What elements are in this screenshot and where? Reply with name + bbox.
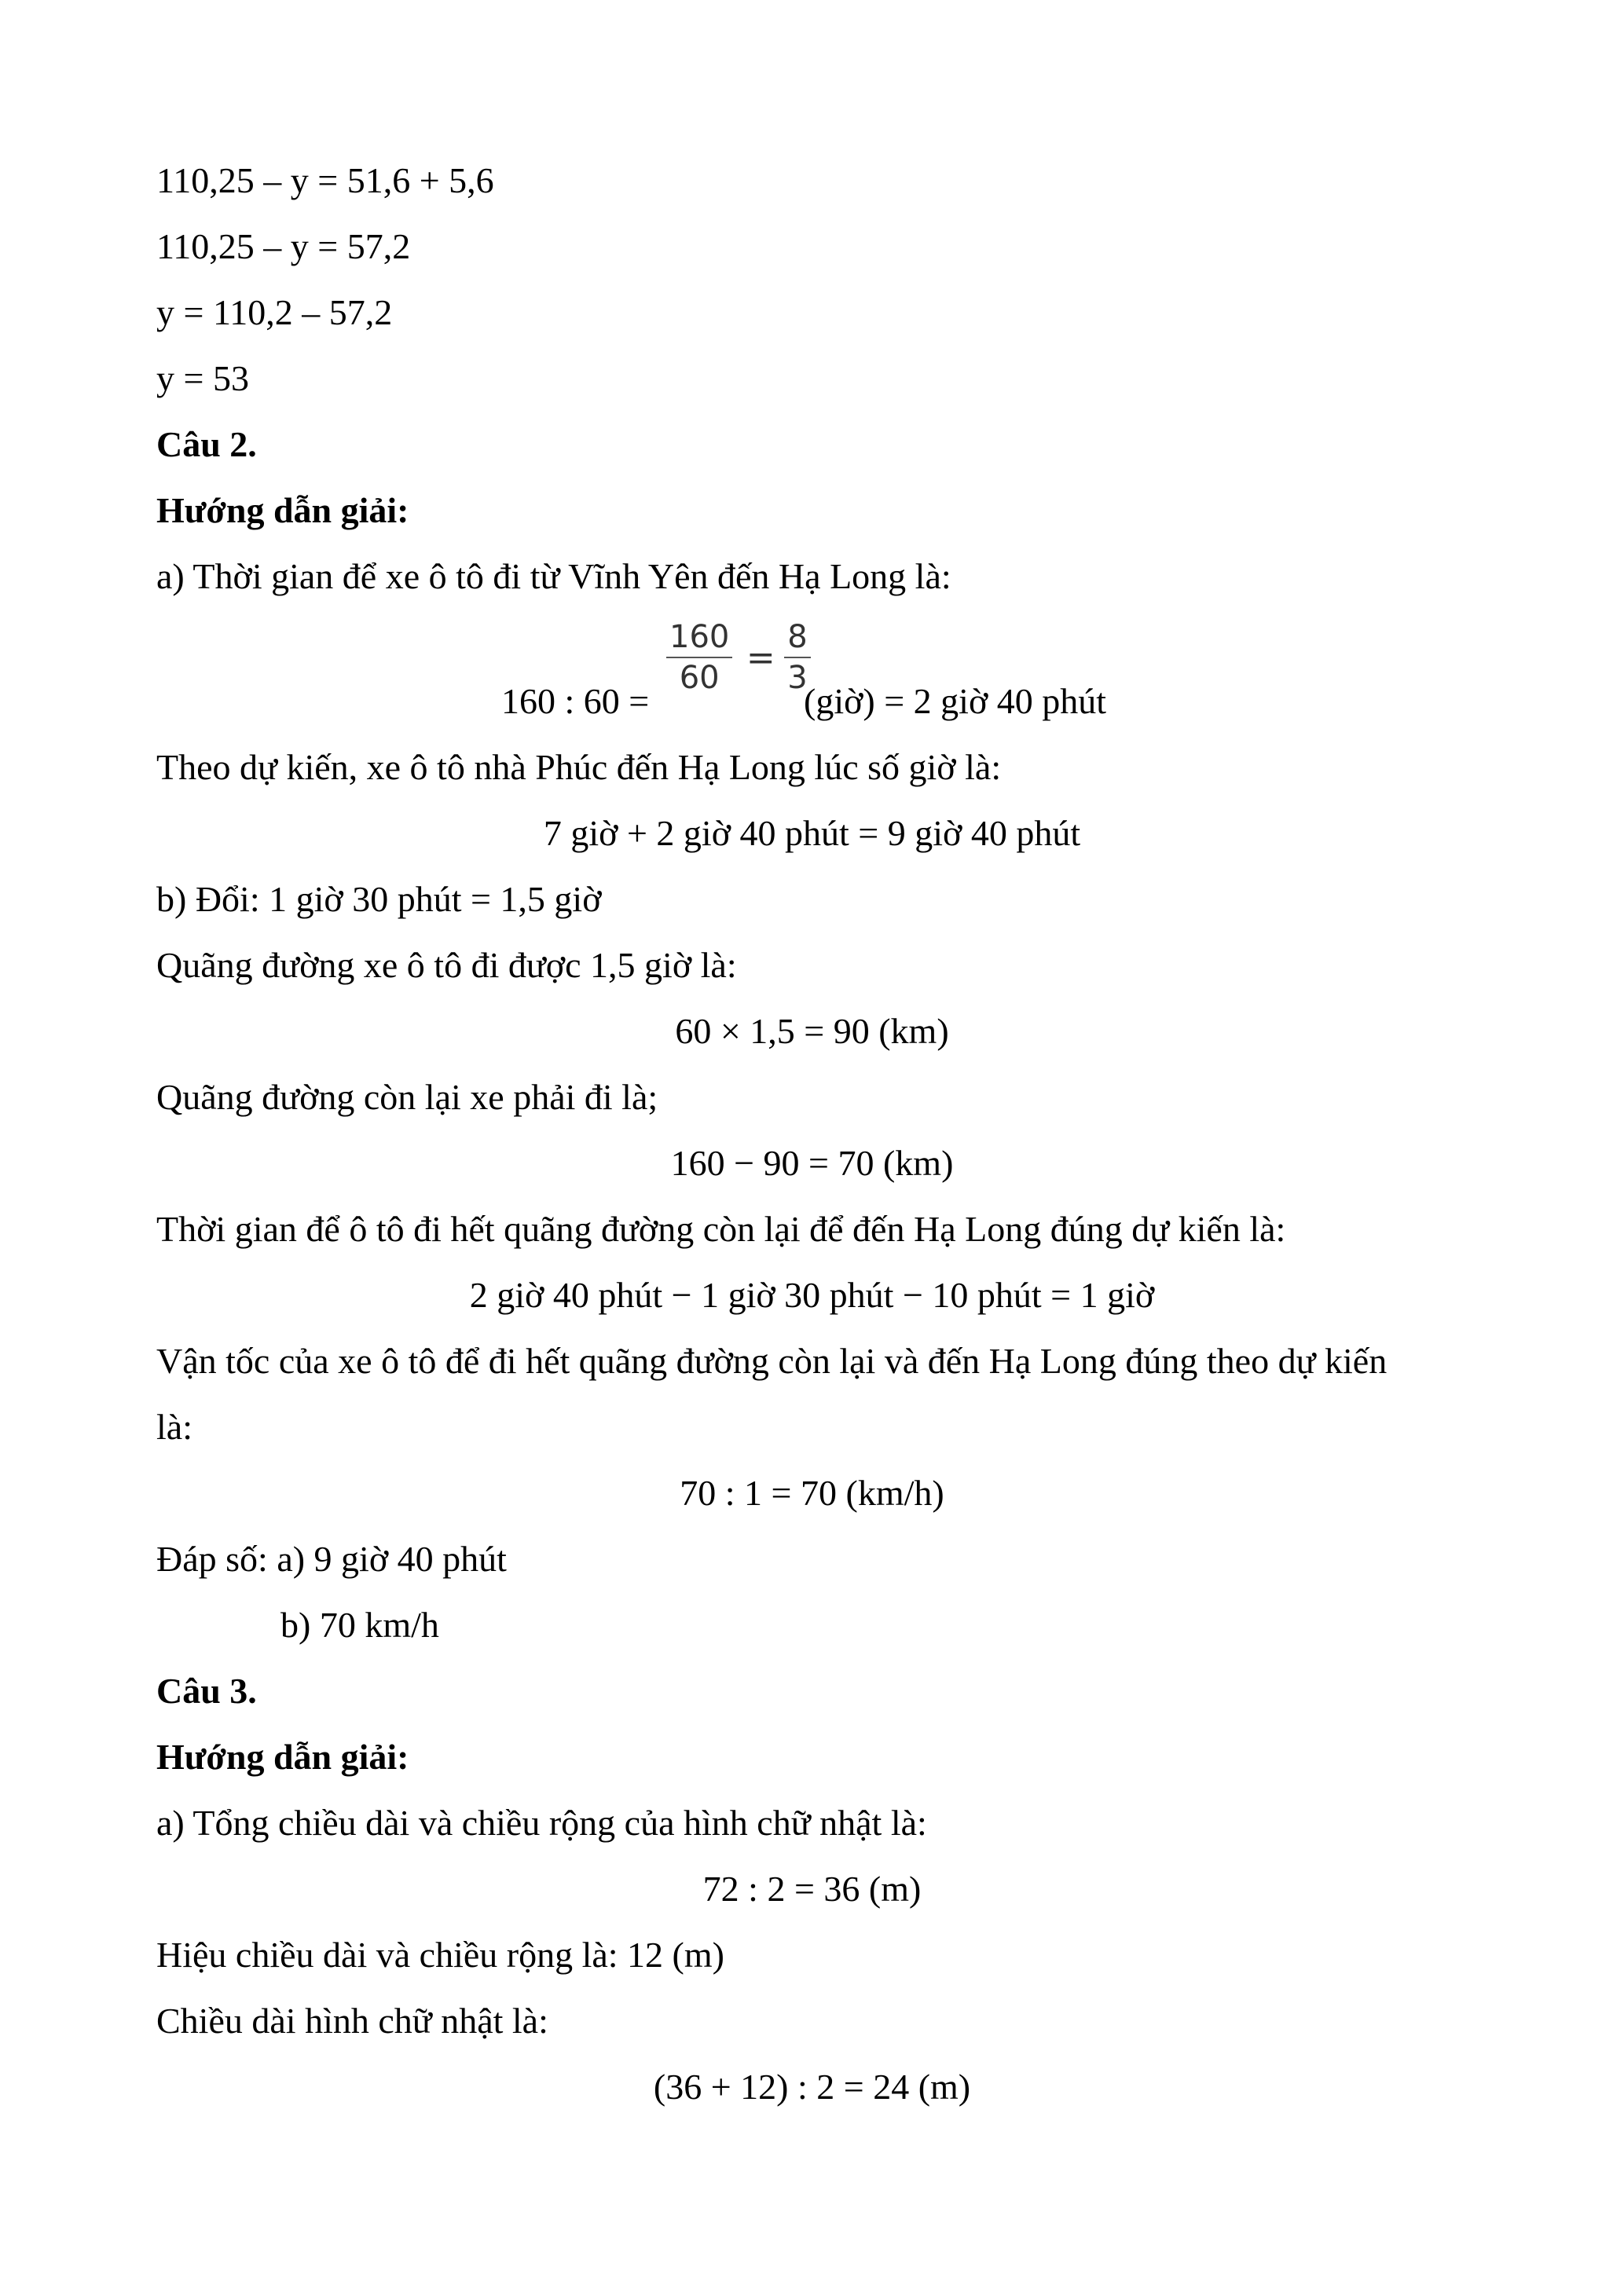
question-2-time-calc: 2 giờ 40 phút − 1 giờ 30 phút − 10 phút = 1 giờ: [469, 1275, 1155, 1315]
equation-line-1: 110,25 – y = 51,6 + 5,6: [156, 160, 494, 200]
question-2-heading: Câu 2.: [156, 424, 257, 464]
question-2-part-a-text: a) Thời gian để xe ô tô đi từ Vĩnh Yên đến Hạ Long là:: [156, 556, 951, 596]
question-2-distance-calc: 60 × 1,5 = 90 (km): [675, 1011, 949, 1051]
question-2-guide-heading: Hướng dẫn giải:: [156, 490, 409, 530]
fraction-numerator: 160: [666, 617, 732, 658]
equation-line-2: 110,25 – y = 57,2: [156, 226, 411, 266]
question-2-speed-text-2: là:: [156, 1407, 192, 1447]
calc-suffix: (giờ) = 2 giờ 40 phút: [804, 681, 1107, 721]
question-2-remaining-calc: 160 − 90 = 70 (km): [670, 1143, 954, 1183]
question-2-part-b-text: b) Đổi: 1 giờ 30 phút = 1,5 giờ: [156, 879, 602, 919]
question-2-plan-calc: 7 giờ + 2 giờ 40 phút = 9 giờ 40 phút: [543, 813, 1081, 853]
fraction-denominator: 60: [679, 660, 720, 696]
fraction-160-60: [666, 617, 732, 698]
question-2-time-text: Thời gian để ô tô đi hết quãng đường còn lại để đến Hạ Long đúng dự kiến là:: [156, 1209, 1286, 1249]
question-2-speed-calc: 70 : 1 = 70 (km/h): [680, 1473, 944, 1513]
question-3-difference-text: Hiệu chiều dài và chiều rộng là: 12 (m): [156, 1935, 724, 1975]
question-3-length-calc: (36 + 12) : 2 = 24 (m): [653, 2067, 971, 2107]
question-3-guide-heading: Hướng dẫn giải:: [156, 1737, 409, 1777]
calc-prefix: 160 : 60 =: [501, 681, 650, 721]
question-3-sum-calc: 72 : 2 = 36 (m): [702, 1869, 922, 1909]
question-2-answer-a: Đáp số: a) 9 giờ 40 phút: [156, 1539, 507, 1579]
equation-line-3: y = 110,2 – 57,2: [156, 292, 393, 332]
question-2-plan-text: Theo dự kiến, xe ô tô nhà Phúc đến Hạ Long lúc số giờ là:: [156, 747, 1002, 787]
question-3-heading: Câu 3.: [156, 1671, 257, 1711]
question-2-speed-text-1: Vận tốc của xe ô tô để đi hết quãng đường còn lại và đến Hạ Long đúng theo dự kiến: [156, 1341, 1388, 1381]
question-3-length-text: Chiều dài hình chữ nhật là:: [156, 2001, 548, 2041]
fraction-numerator: 8: [784, 617, 810, 658]
question-2-remaining-text: Quãng đường còn lại xe phải đi là;: [156, 1077, 658, 1117]
equation-line-4: y = 53: [156, 358, 249, 398]
fraction-denominator: 3: [787, 660, 808, 696]
question-2-answer-b: b) 70 km/h: [280, 1605, 439, 1645]
question-3-part-a-text: a) Tổng chiều dài và chiều rộng của hình chữ nhật là:: [156, 1803, 927, 1843]
fraction-equals: =: [746, 637, 775, 678]
question-2-distance-text: Quãng đường xe ô tô đi được 1,5 giờ là:: [156, 945, 737, 985]
fraction-expression: [666, 617, 811, 698]
